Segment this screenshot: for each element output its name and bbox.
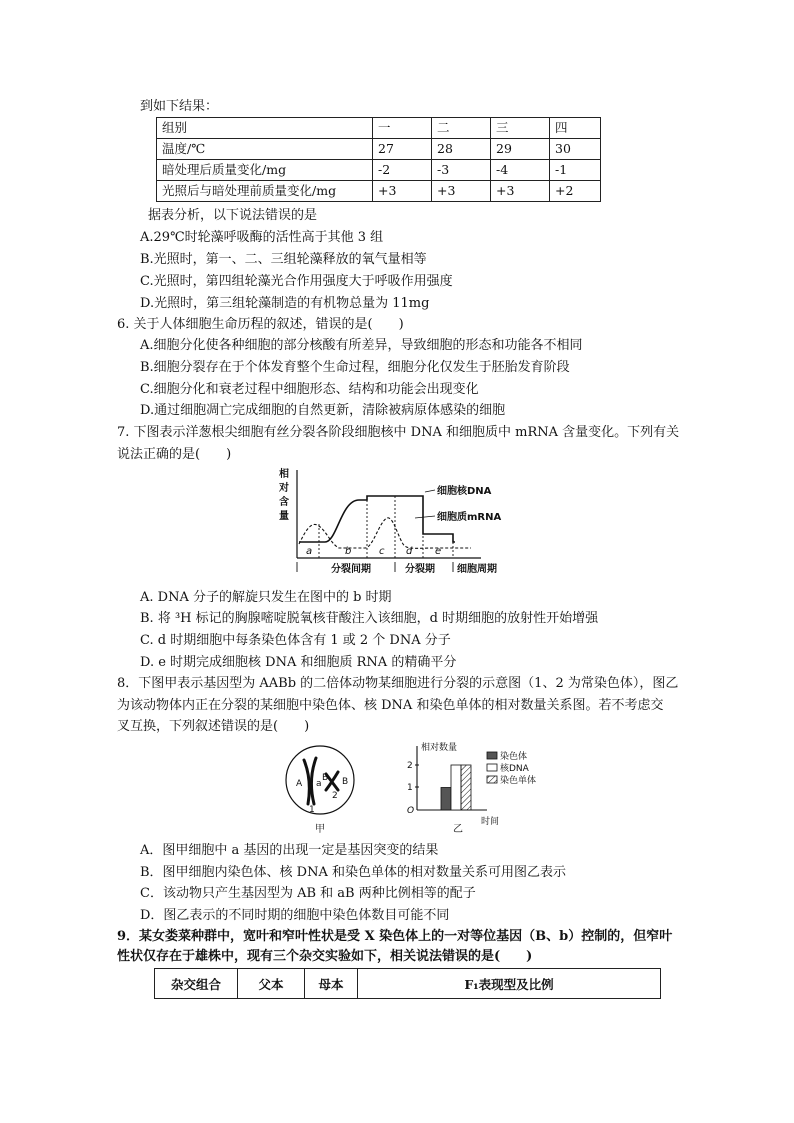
svg-text:e: e bbox=[435, 546, 442, 557]
table-header-row bbox=[157, 118, 601, 139]
table-cell: 母本 bbox=[305, 969, 358, 999]
svg-text:a: a bbox=[316, 779, 322, 789]
bar-chromosome bbox=[441, 788, 451, 811]
table-cell: 30 bbox=[550, 139, 601, 160]
q7-dna-mrna-figure bbox=[275, 462, 515, 582]
q8-option-c: C．该动物只产生基因型为 AB 和 aB 两种比例相等的配子 bbox=[140, 886, 476, 901]
q7-stem-line2: 说法正确的是( ) bbox=[117, 447, 232, 462]
svg-text:2: 2 bbox=[407, 761, 413, 771]
q7-option-d: D. e 时期完成细胞核 DNA 和细胞质 RNA 的精确平分 bbox=[140, 655, 457, 670]
y-axis-label bbox=[278, 467, 289, 522]
table-row bbox=[157, 181, 601, 202]
q8-stem-line3: 叉互换，下列叙述错误的是( ) bbox=[117, 719, 310, 734]
table-cell: -2 bbox=[373, 160, 432, 181]
table-cell: 二 bbox=[432, 118, 491, 139]
svg-text:a: a bbox=[306, 546, 313, 557]
q9-stem-line2: 性状仅存在于雄株中，现有三个杂交实验如下，相关说法错误的是( ) bbox=[117, 949, 533, 964]
y-ticks bbox=[407, 761, 414, 816]
table-cell: +2 bbox=[550, 181, 601, 202]
svg-text:c: c bbox=[379, 546, 385, 557]
legend-chromosome: 染色体 bbox=[500, 752, 528, 762]
q6-option-a: A.细胞分化使各种细胞的部分核酸有所差异，导致细胞的形态和功能各不相同 bbox=[140, 338, 583, 353]
legend-swatch-dna bbox=[487, 764, 497, 771]
table-cell: -1 bbox=[550, 160, 601, 181]
table-cell: 组别 bbox=[157, 118, 373, 139]
cross-table bbox=[154, 968, 661, 999]
chromosome-1 bbox=[304, 758, 316, 804]
q5-option-c: C.光照时，第四组轮藻光合作用强度大于呼吸作用强度 bbox=[140, 274, 453, 289]
q9-stem-line1: 9．某女娄菜种群中，宽叶和窄叶性状是受 X 染色体上的一对等位基因（B、b）控制的，但窄叶 bbox=[117, 929, 673, 944]
table-row bbox=[157, 139, 601, 160]
table-cell: 杂交组合 bbox=[155, 969, 238, 999]
table-cell: 27 bbox=[373, 139, 432, 160]
bar-chromatid bbox=[461, 765, 471, 810]
q7-option-c: C. d 时期细胞中每条染色体含有 1 或 2 个 DNA 分子 bbox=[140, 633, 451, 648]
q5-stem: 据表分析，以下说法错误的是 bbox=[148, 208, 318, 223]
phase-labels bbox=[306, 546, 441, 557]
mrna-label: 细胞质mRNA bbox=[437, 512, 502, 523]
legend-chromatid: 染色单体 bbox=[500, 776, 537, 786]
table-cell: -4 bbox=[491, 160, 550, 181]
q8-figure-yi bbox=[395, 740, 555, 836]
svg-text:b: b bbox=[345, 546, 352, 557]
q7-stem-line1: 7. 下图表示洋葱根尖细胞有丝分裂各阶段细胞核中 DNA 和细胞质中 mRNA 含量变化。下列有关 bbox=[117, 425, 680, 440]
q5-option-a: A.29℃时轮藻呼吸酶的活性高于其他 3 组 bbox=[140, 230, 384, 245]
svg-text:O: O bbox=[407, 806, 415, 816]
q6-option-d: D.通过细胞凋亡完成细胞的自然更新，清除被病原体感染的细胞 bbox=[140, 403, 506, 418]
q5-option-d: D.光照时，第三组轮藻制造的有机物总量为 11mg bbox=[140, 296, 430, 311]
fig-jia-caption: 甲 bbox=[315, 824, 325, 835]
table-header-row bbox=[155, 969, 661, 999]
interphase-label: 分裂间期 bbox=[331, 564, 371, 575]
cell-cycle-label: 细胞周期 bbox=[457, 564, 497, 575]
svg-text:相: 相 bbox=[279, 469, 289, 480]
q5-option-b: B.光照时，第一、二、三组轮藻释放的氧气量相等 bbox=[140, 252, 427, 267]
x-axis-title: 时间 bbox=[481, 817, 500, 827]
experiment-table bbox=[156, 117, 601, 202]
y-axis-title: 相对数量 bbox=[421, 743, 458, 753]
table-cell: 温度/℃ bbox=[157, 139, 373, 160]
table-cell: 光照后与暗处理前质量变化/mg bbox=[157, 181, 373, 202]
table-cell: +3 bbox=[373, 181, 432, 202]
q8-option-d: D．图乙表示的不同时期的细胞中染色体数目可能不同 bbox=[140, 908, 450, 923]
svg-text:2: 2 bbox=[332, 791, 338, 801]
table-cell: 四 bbox=[550, 118, 601, 139]
gene-labels bbox=[296, 773, 348, 815]
table-cell: -3 bbox=[432, 160, 491, 181]
svg-text:d: d bbox=[406, 546, 413, 557]
table-cell: 28 bbox=[432, 139, 491, 160]
table-cell: 暗处理后质量变化/mg bbox=[157, 160, 373, 181]
svg-text:B: B bbox=[342, 777, 349, 787]
bar-dna bbox=[451, 765, 461, 810]
bar-group bbox=[441, 765, 471, 810]
q8-stem-line2: 为该动物体内正在分裂的某细胞中染色体、核 DNA 和染色单体的相对数量关系图。若不考虑交 bbox=[117, 698, 664, 713]
legend-swatch-chromosome bbox=[487, 752, 497, 759]
table-cell: +3 bbox=[491, 181, 550, 202]
table-cell: 三 bbox=[491, 118, 550, 139]
dna-label: 细胞核DNA bbox=[437, 486, 492, 497]
table-cell: 一 bbox=[373, 118, 432, 139]
mitosis-label: 分裂期 bbox=[405, 564, 435, 575]
q6-option-b: B.细胞分裂存在于个体发育整个生命过程，细胞分化仅发生于胚胎发育阶段 bbox=[140, 360, 570, 375]
table-cell: 29 bbox=[491, 139, 550, 160]
table-row bbox=[157, 160, 601, 181]
q7-option-b: B. 将 ³H 标记的胸腺嘧啶脱氧核苷酸注入该细胞，d 时期细胞的放射性开始增强 bbox=[140, 611, 599, 626]
dna-curve bbox=[299, 496, 455, 542]
svg-text:A: A bbox=[296, 779, 303, 789]
svg-text:1: 1 bbox=[407, 783, 413, 793]
table-cell: 父本 bbox=[238, 969, 305, 999]
svg-text:含: 含 bbox=[279, 497, 289, 508]
q7-option-a: A. DNA 分子的解旋只发生在图中的 b 时期 bbox=[140, 590, 392, 605]
legend-dna: 核DNA bbox=[500, 764, 529, 774]
table-cell: F₁表现型及比例 bbox=[358, 969, 661, 999]
legend bbox=[487, 750, 536, 786]
q8-option-a: A．图甲细胞中 a 基因的出现一定是基因突变的结果 bbox=[140, 843, 439, 858]
q6-option-c: C.细胞分化和衰老过程中细胞形态、结构和功能会出现变化 bbox=[140, 382, 479, 397]
q8-figure-jia bbox=[282, 740, 362, 836]
svg-text:对: 对 bbox=[279, 483, 289, 494]
fig-yi-caption: 乙 bbox=[453, 824, 463, 835]
svg-text:1: 1 bbox=[309, 805, 315, 815]
q6-stem: 6. 关于人体细胞生命历程的叙述，错误的是( ) bbox=[117, 317, 404, 332]
table-cell: +3 bbox=[432, 181, 491, 202]
intro-text: 到如下结果： bbox=[140, 99, 219, 114]
svg-text:量: 量 bbox=[279, 511, 289, 522]
q8-stem-line1: 8．下图甲表示基因型为 AABb 的二倍体动物某细胞进行分裂的示意图（1、2 为常染色体），图乙 bbox=[117, 676, 679, 691]
phase-dividers bbox=[319, 496, 453, 558]
svg-text:B: B bbox=[322, 773, 329, 783]
q8-option-b: B．图甲细胞内染色体、核 DNA 和染色单体的相对数量关系可用图乙表示 bbox=[140, 865, 567, 880]
legend-swatch-chromatid bbox=[487, 776, 497, 783]
